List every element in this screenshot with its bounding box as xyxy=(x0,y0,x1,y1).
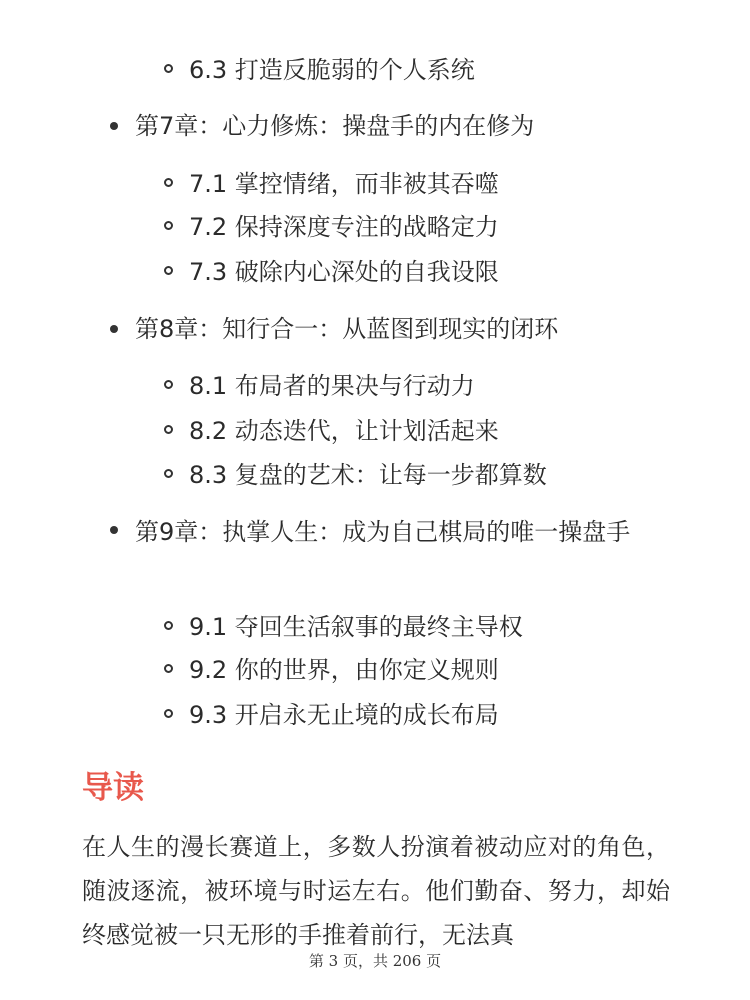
filled-bullet-icon xyxy=(110,122,118,130)
toc-item-6-3[interactable] xyxy=(189,51,475,89)
toc-item-7-3[interactable] xyxy=(189,253,499,291)
toc-item-label: 9.2 你的世界，由你定义规则 xyxy=(189,656,499,684)
hollow-bullet-icon xyxy=(164,469,173,478)
toc-item-label: 7.1 掌控情绪，而非被其吞噬 xyxy=(189,170,499,198)
toc-item-label: 8.2 动态迭代，让计划活起来 xyxy=(189,417,499,445)
toc-chapter-8[interactable] xyxy=(135,310,558,348)
section-heading-intro: 导读 xyxy=(82,770,144,806)
filled-bullet-icon xyxy=(110,526,118,534)
toc-item-label: 7.3 破除内心深处的自我设限 xyxy=(189,258,499,286)
toc-item-7-2[interactable] xyxy=(189,208,499,246)
toc-item-label: 6.3 打造反脆弱的个人系统 xyxy=(189,56,475,84)
hollow-bullet-icon xyxy=(164,221,173,230)
toc-item-label: 9.3 开启永无止境的成长布局 xyxy=(189,701,499,729)
toc-item-7-1[interactable] xyxy=(189,165,499,203)
hollow-bullet-icon xyxy=(164,178,173,187)
hollow-bullet-icon xyxy=(164,64,173,73)
toc-item-8-3[interactable] xyxy=(189,456,547,494)
toc-chapter-label: 第8章：知行合一：从蓝图到现实的闭环 xyxy=(135,315,559,343)
hollow-bullet-icon xyxy=(164,380,173,389)
toc-item-9-1[interactable] xyxy=(189,608,523,646)
toc-item-label: 8.3 复盘的艺术：让每一步都算数 xyxy=(189,461,547,489)
toc-item-8-2[interactable] xyxy=(189,412,499,450)
toc-item-9-3[interactable] xyxy=(189,696,499,734)
hollow-bullet-icon xyxy=(164,266,173,275)
hollow-bullet-icon xyxy=(164,621,173,630)
toc-item-9-2[interactable] xyxy=(189,651,499,689)
filled-bullet-icon xyxy=(110,325,118,333)
toc-chapter-label: 第7章：心力修炼：操盘手的内在修为 xyxy=(135,112,535,140)
toc-item-label: 8.1 布局者的果决与行动力 xyxy=(189,372,475,400)
toc-item-label: 7.2 保持深度专注的战略定力 xyxy=(189,213,499,241)
toc-chapter-label: 第9章：执掌人生：成为自己棋局的唯一操盘手 xyxy=(135,518,631,546)
toc-chapter-9[interactable] xyxy=(135,511,665,553)
intro-paragraph: 在人生的漫长赛道上，多数人扮演着被动应对的角色，随波逐流，被环境与时运左右。他们勤奋、努力，却始终感觉被一只无形的手推着前行，无法真 xyxy=(82,833,670,949)
toc-item-label: 9.1 夺回生活叙事的最终主导权 xyxy=(189,613,523,641)
hollow-bullet-icon xyxy=(164,664,173,673)
toc-item-8-1[interactable] xyxy=(189,367,475,405)
toc-chapter-7[interactable] xyxy=(135,107,534,145)
hollow-bullet-icon xyxy=(164,709,173,718)
page-number-footer: 第 3 页，共 206 页 xyxy=(308,952,442,970)
hollow-bullet-icon xyxy=(164,425,173,434)
